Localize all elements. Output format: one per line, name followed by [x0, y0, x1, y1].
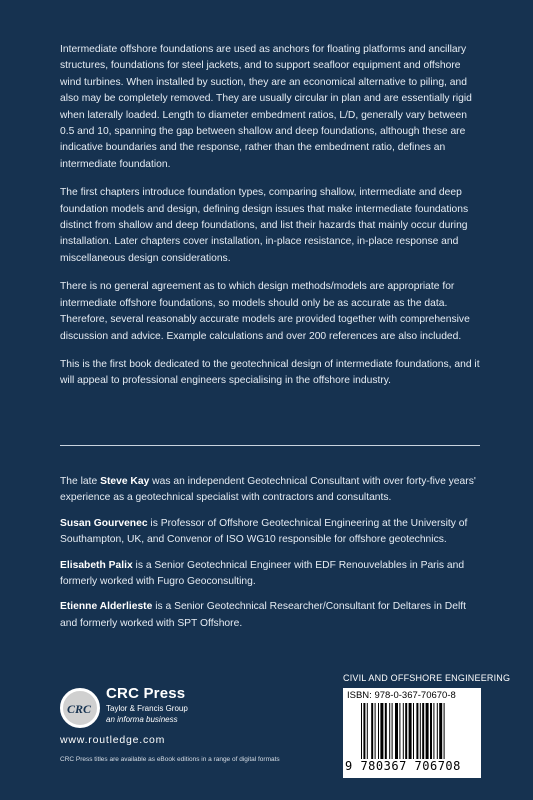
bio-steve-kay [60, 474, 480, 507]
barcode-icon [361, 703, 473, 759]
crc-logo-icon [60, 688, 100, 728]
description [60, 42, 480, 402]
bio-elisabeth-palix [60, 558, 480, 591]
bio-prefix: The late [60, 476, 101, 487]
description-paragraph-3: There is no general agreement as to which design methods/models are appropriate for intermediate offshore foundations, so models should only be as accurate as the data. Therefore, several reasonably accurate models are provided together with comprehensive discussion and advice. Example calculations and over 200 references are also included. [60, 281, 470, 342]
bio-text: is a Senior Geotechnical Researcher/Consultant for Deltares in Delft and formerly worked with SPT Offshore. [60, 601, 466, 629]
publisher-name: CRC Press [106, 685, 186, 702]
ebook-note: CRC Press titles are available as eBook editions in a range of digital formats [60, 756, 280, 763]
description-paragraph-2: The first chapters introduce foundation types, comparing shallow, intermediate and deep foundation models and design, defining design issues that make intermediate foundations distinct from shallow and deep foundations, and list their hazards that mainly occur during installation. Later chapters cover installation, in-place resistance, in-place response and miscellaneous design considerations. [60, 187, 469, 264]
bio-text: is Professor of Offshore Geotechnical Engineering at the University of Southampton, UK, and Convenor of ISO WG10 responsible for offshore geotechnics. [60, 517, 468, 546]
bio-text: was an independent Geotechnical Consultant with over forty-five years' experience as a geotechnical specialist with contractors and consultants. [60, 476, 476, 504]
description-paragraph-4: This is the first book dedicated to the geotechnical design of intermediate foundations, and it will appeal to professional engineers specialising in the offshore industry. [60, 358, 480, 387]
isbn-label: ISBN: 978-0-367-70670-8 [347, 690, 456, 701]
crc-logo-text: CRC [67, 702, 92, 716]
barcode-panel [343, 688, 481, 778]
bio-etienne-alderlieste [60, 599, 480, 632]
publisher-group: Taylor & Francis Group [106, 704, 188, 713]
publisher-url[interactable]: www.routledge.com [60, 734, 166, 746]
bio-susan-gourvenec [60, 516, 480, 549]
barcode-digits: 9 780367 706708 [345, 759, 461, 773]
author-name: Susan Gourvenec [60, 517, 148, 529]
author-name: Elisabeth Palix [60, 559, 133, 571]
bio-text: is a Senior Geotechnical Engineer with EDF Renouvelables in Paris and formerly worked with Fugro Geoconsulting. [60, 559, 465, 588]
description-paragraph-1: Intermediate offshore foundations are used as anchors for floating platforms and ancillary structures, foundations for steel jackets, and to support seafloor equipment and offshore wind turbines. When installed by suction, they are an economical alternative to piling, and also may be completely removed. They are usually circular in plan and are essentially rigid when laterally loaded. Length to diameter embedment ratios, L/D, generally vary between 0.5 and 10, spanning the gap between shallow and deep foundations, although these are indicative boundaries and the response, rather than the embedment ratio, defines an intermediate foundation. [60, 44, 472, 170]
author-name: Steve Kay [100, 476, 150, 487]
category-label: CIVIL AND OFFSHORE ENGINEERING [343, 673, 511, 683]
author-name: Etienne Alderlieste [60, 601, 153, 613]
publisher-business: an informa business [106, 715, 178, 724]
author-bios [60, 474, 480, 641]
publisher-logo [60, 678, 300, 768]
section-divider [60, 445, 480, 446]
